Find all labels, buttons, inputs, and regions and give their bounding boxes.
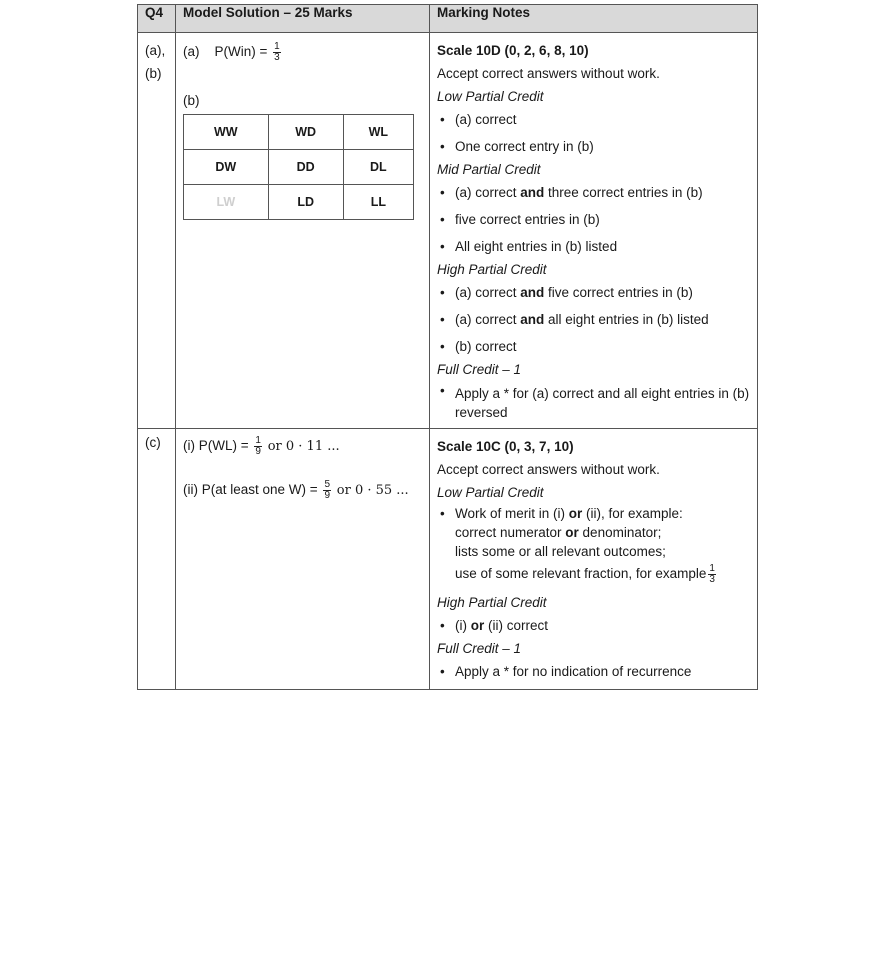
outcomes-table <box>183 114 414 220</box>
high-credit-item: • (b) correct <box>437 335 750 358</box>
part-c-solution <box>176 429 430 690</box>
outcome-cell: DD <box>268 150 343 185</box>
text: use of some relevant fraction, for example <box>455 566 707 581</box>
part-c-notes <box>430 429 758 690</box>
frac-den: 3 <box>274 51 280 63</box>
text: (a) correct <box>455 185 521 200</box>
mid-credit-item: • five correct entries in (b) <box>437 208 750 231</box>
frac-den: 9 <box>255 445 261 457</box>
frac-den: 3 <box>709 573 715 585</box>
high-credit-heading: High Partial Credit <box>437 262 547 277</box>
full-credit-heading: Full Credit – 1 <box>437 641 522 656</box>
frac-num: 5 <box>324 478 330 490</box>
outcome-cell-faint: LW <box>184 185 269 220</box>
part-c-i-fraction <box>254 436 262 457</box>
outcome-cell: WD <box>268 115 343 150</box>
solution-header: Model Solution – 25 Marks <box>176 5 430 33</box>
text: denominator; <box>578 525 662 540</box>
outcome-cell: WW <box>184 115 269 150</box>
text: correct numerator <box>455 525 566 540</box>
part-ab-row <box>138 33 758 429</box>
outcome-cell: DW <box>184 150 269 185</box>
mid-credit-item: • All eight entries in (b) listed <box>437 235 750 258</box>
low-credit-item <box>437 504 750 523</box>
high-credit-heading: High Partial Credit <box>437 595 547 610</box>
frac-num: 1 <box>255 434 261 446</box>
question-number: Q4 <box>138 5 176 33</box>
part-b-prefix: (b) <box>183 93 200 108</box>
text: (i) <box>455 618 471 633</box>
text: three correct entries in (b) <box>544 185 703 200</box>
part-c-i-alt: or 0 · 11 ... <box>267 439 340 454</box>
marking-scheme-table <box>137 4 758 690</box>
part-c-ii-alt: or 0 · 55 ... <box>336 483 409 498</box>
high-credit-item <box>437 308 750 331</box>
low-credit-item: • One correct entry in (b) <box>437 135 750 158</box>
text-bold: and <box>520 312 545 327</box>
part-c-row <box>138 429 758 690</box>
full-credit-heading: Full Credit – 1 <box>437 362 522 377</box>
text: (a) correct <box>455 312 521 327</box>
low-credit-heading: Low Partial Credit <box>437 89 544 104</box>
text: (ii), for example: <box>582 506 683 521</box>
text: all eight entries in (b) listed <box>544 312 709 327</box>
text-bold: or <box>568 506 583 521</box>
example-fraction <box>708 564 716 585</box>
part-a-expr: P(Win) = <box>214 44 268 59</box>
part-a-fraction <box>273 42 281 63</box>
part-c-i-expr: (i) P(WL) = <box>183 438 249 453</box>
outcomes-row <box>184 185 414 220</box>
part-c-ii <box>183 479 422 505</box>
frac-num: 1 <box>274 40 280 52</box>
accept-note: Accept correct answers without work. <box>437 462 660 477</box>
part-ab-label <box>138 33 176 429</box>
part-c-i <box>183 435 422 461</box>
outcomes-row <box>184 150 414 185</box>
scale-label: Scale 10D (0, 2, 6, 8, 10) <box>437 43 589 58</box>
high-credit-item <box>437 614 750 637</box>
part-a-prefix: (a) <box>183 44 200 59</box>
part-ab-solution <box>176 33 430 429</box>
full-credit-item: • Apply a * for no indication of recurrence <box>437 660 750 683</box>
part-c-ii-fraction <box>323 480 331 501</box>
mid-credit-heading: Mid Partial Credit <box>437 162 541 177</box>
low-credit-subline <box>437 561 750 589</box>
header-row <box>138 5 758 33</box>
text-bold: and <box>520 285 545 300</box>
mid-credit-item <box>437 181 750 204</box>
low-credit-subline <box>437 523 750 542</box>
part-c-ii-expr: (ii) P(at least one W) = <box>183 482 318 497</box>
accept-note: Accept correct answers without work. <box>437 66 660 81</box>
outcomes-row <box>184 115 414 150</box>
outcome-cell: DL <box>343 150 413 185</box>
label-a: (a), <box>145 43 166 58</box>
high-credit-item <box>437 281 750 304</box>
part-ab-notes <box>430 33 758 429</box>
text-bold: or <box>470 618 485 633</box>
text-bold: and <box>520 185 545 200</box>
part-c-label: (c) <box>138 429 176 690</box>
outcome-cell: LD <box>268 185 343 220</box>
part-a-answer <box>183 39 422 69</box>
outcome-cell: LL <box>343 185 413 220</box>
text: (ii) correct <box>484 618 548 633</box>
outcome-cell: WL <box>343 115 413 150</box>
text: Work of merit in (i) <box>455 506 569 521</box>
low-credit-item: • (a) correct <box>437 108 750 131</box>
notes-header: Marking Notes <box>430 5 758 33</box>
scale-label: Scale 10C (0, 3, 7, 10) <box>437 439 574 454</box>
text-bold: or <box>565 525 579 540</box>
text: (a) correct <box>455 285 521 300</box>
low-credit-heading: Low Partial Credit <box>437 485 544 500</box>
frac-den: 9 <box>324 489 330 501</box>
low-credit-subline: lists some or all relevant outcomes; <box>455 544 666 559</box>
frac-num: 1 <box>709 562 715 574</box>
label-b: (b) <box>145 66 162 81</box>
full-credit-item: • Apply a * for (a) correct and all eight entries in (b) reversed <box>437 381 750 422</box>
text: five correct entries in (b) <box>544 285 693 300</box>
